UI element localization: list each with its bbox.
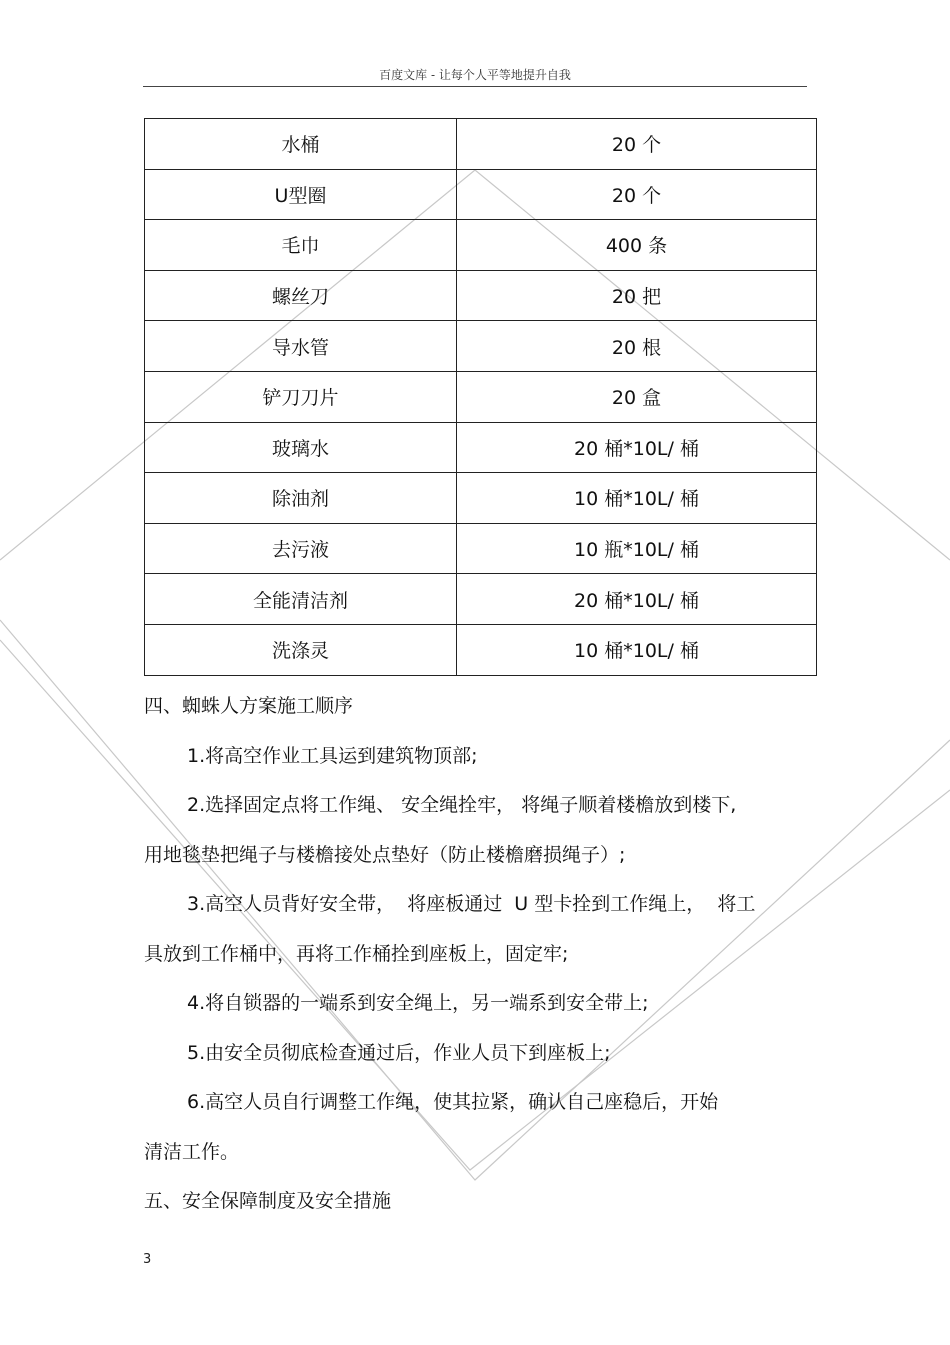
page-header: 百度文库 - 让每个人平等地提升自我	[379, 68, 571, 82]
quantity-cell: 20 盒	[457, 371, 817, 422]
table-row	[145, 119, 817, 170]
step-6: 6.高空人员自行调整工作绳，使其拉紧，确认自己座稳后，开始	[187, 1091, 719, 1113]
quantity-cell: 400 条	[457, 220, 817, 271]
step-1: 1.将高空作业工具运到建筑物顶部;	[187, 744, 478, 767]
item-name-cell: 导水管	[145, 321, 457, 372]
table-row	[145, 523, 817, 574]
quantity-cell: 10 桶*10L/ 桶	[457, 473, 817, 524]
item-name-cell: 毛巾	[145, 220, 457, 271]
item-name-cell: 铲刀刀片	[145, 371, 457, 422]
section-5-heading: 五、安全保障制度及安全措施	[144, 1190, 392, 1212]
table-row	[145, 220, 817, 271]
step-2-continued: 用地毯垫把绳子与楼檐接处点垫好（防止楼檐磨损绳子）;	[144, 843, 626, 866]
table-row	[145, 321, 817, 372]
step-4: 4.将自锁器的一端系到安全绳上，另一端系到安全带上;	[187, 992, 649, 1014]
step-5: 5.由安全员彻底检查通过后，作业人员下到座板上;	[187, 1041, 611, 1064]
item-name-cell: 水桶	[145, 119, 457, 170]
header-rule	[143, 86, 807, 87]
quantity-cell: 20 把	[457, 270, 817, 321]
item-name-cell: 玻璃水	[145, 422, 457, 473]
step-3-continued: 具放到工作桶中，再将工作桶拴到座板上，固定牢;	[144, 942, 569, 965]
quantity-cell: 20 桶*10L/ 桶	[457, 574, 817, 625]
quantity-cell: 20 个	[457, 169, 817, 220]
table-row	[145, 473, 817, 524]
table-row	[145, 169, 817, 220]
materials-table	[144, 118, 817, 676]
item-name-cell: 除油剂	[145, 473, 457, 524]
table-row	[145, 624, 817, 675]
quantity-cell: 10 瓶*10L/ 桶	[457, 523, 817, 574]
table-row	[145, 371, 817, 422]
step-3: 3.高空人员背好安全带， 将座板通过 U 型卡拴到工作绳上， 将工	[187, 893, 756, 915]
item-name-cell: 去污液	[145, 523, 457, 574]
table-row	[145, 422, 817, 473]
page-number: 3	[143, 1252, 152, 1267]
section-4-heading: 四、蜘蛛人方案施工顺序	[144, 695, 354, 717]
item-name-cell: U型圈	[145, 169, 457, 220]
quantity-cell: 20 根	[457, 321, 817, 372]
step-2: 2.选择固定点将工作绳、 安全绳拴牢， 将绳子顺着楼檐放到楼下,	[187, 794, 737, 816]
item-name-cell: 全能清洁剂	[145, 574, 457, 625]
quantity-cell: 10 桶*10L/ 桶	[457, 624, 817, 675]
step-6-continued: 清洁工作。	[144, 1140, 240, 1163]
table-row	[145, 270, 817, 321]
item-name-cell: 螺丝刀	[145, 270, 457, 321]
quantity-cell: 20 桶*10L/ 桶	[457, 422, 817, 473]
item-name-cell: 洗涤灵	[145, 624, 457, 675]
quantity-cell: 20 个	[457, 119, 817, 170]
table-row	[145, 574, 817, 625]
body-text	[144, 682, 810, 1227]
